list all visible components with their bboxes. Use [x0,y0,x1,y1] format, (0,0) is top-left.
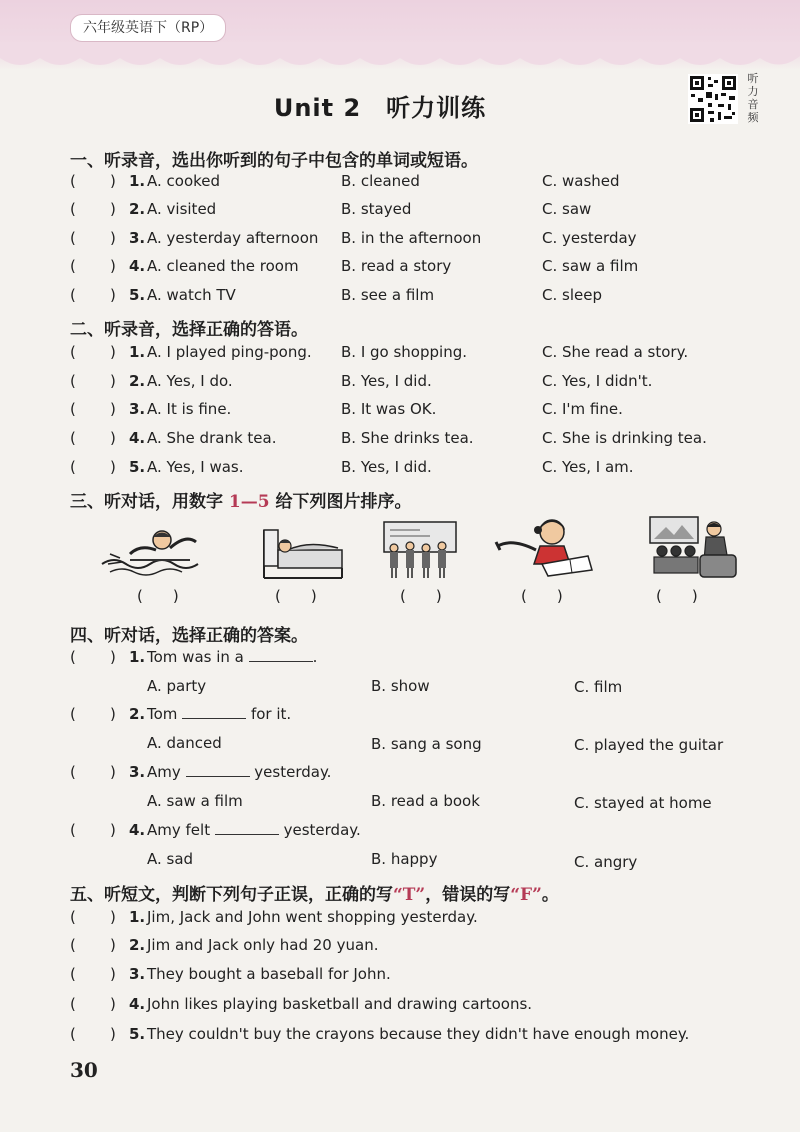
answer-paren-close: ) [110,458,116,476]
option-b: B. Yes, I did. [341,458,432,476]
option-a: A. sad [147,850,194,868]
question-number: 1. [129,908,146,926]
answer-paren-close: ) [110,257,116,275]
header-wave [0,42,800,82]
option-b: B. Yes, I did. [341,372,432,390]
answer-paren-open[interactable]: ( [70,229,76,247]
option-a: A. It is fine. [147,400,232,418]
stem-post: yesterday. [249,763,332,781]
question-stem [147,818,361,842]
mark-f: “F” [510,885,542,905]
option-b: B. stayed [341,200,412,218]
option-b: B. I go shopping. [341,343,467,361]
option-c: C. played the guitar [574,736,724,754]
option-c: C. stayed at home [574,794,712,812]
option-c: C. I'm fine. [542,400,623,418]
blank-line[interactable] [186,762,250,777]
option-c: C. She is drinking tea. [542,429,707,447]
cinema-picture [640,515,740,581]
answer-paren-close: ) [110,286,116,304]
question-number: 5. [129,286,146,304]
question-stem [147,645,317,669]
question-stem [147,702,291,726]
answer-paren-close: ) [110,821,116,839]
option-c: C. film [574,678,623,696]
answer-paren-open[interactable]: ( [70,429,76,447]
question-number: 2. [129,936,146,954]
answer-paren-close: ) [110,200,116,218]
option-a: A. cooked [147,172,221,190]
question-number: 4. [129,995,146,1013]
option-b: B. show [371,677,430,695]
option-c: C. angry [574,853,638,871]
statement-text: They couldn't buy the crayons because they didn't have enough money. [147,1025,690,1043]
option-b: B. happy [371,850,438,868]
option-a: A. watch TV [147,286,236,304]
option-a: A. yesterday afternoon [147,229,319,247]
question-number: 3. [129,763,146,781]
option-b: B. She drinks tea. [341,429,474,447]
option-c: C. Yes, I didn't. [542,372,653,390]
stem-post: . [312,648,318,666]
reading-picture [492,516,602,578]
section2-title: 二、听录音，选择正确的答语。 [70,320,308,340]
option-b: B. cleaned [341,172,420,190]
answer-paren-open[interactable]: ( [70,343,76,361]
section1-title: 一、听录音，选出你听到的句子中包含的单词或短语。 [70,151,478,171]
option-a: A. She drank tea. [147,429,277,447]
option-c: C. She read a story. [542,343,689,361]
answer-paren-open[interactable]: ( [70,1025,76,1043]
statement-text: John likes playing basketball and drawing cartoons. [147,995,533,1013]
stem-pre: Tom was in a [147,648,249,666]
option-b: B. It was OK. [341,400,437,418]
answer-paren-open[interactable]: ( [70,172,76,190]
answer-paren-close: ) [110,908,116,926]
option-c: C. yesterday [542,229,637,247]
picture-answer-1[interactable]: ( ) [137,587,179,605]
option-c: C. saw [542,200,592,218]
question-number: 1. [129,648,146,666]
question-number: 4. [129,257,146,275]
answer-paren-open[interactable]: ( [70,763,76,781]
mark-t: “T” [393,885,426,905]
answer-paren-close: ) [110,229,116,247]
statement-text: Jim and Jack only had 20 yuan. [147,936,379,954]
option-b: B. in the afternoon [341,229,482,247]
answer-paren-open[interactable]: ( [70,400,76,418]
answer-paren-open[interactable]: ( [70,821,76,839]
swimming-picture [100,520,210,580]
option-a: A. Yes, I was. [147,458,244,476]
stem-post: yesterday. [278,821,361,839]
answer-paren-open[interactable]: ( [70,995,76,1013]
stem-pre: Amy [147,763,186,781]
qr-code-icon[interactable] [688,74,738,124]
question-number: 2. [129,705,146,723]
picture-answer-3[interactable]: ( ) [400,587,442,605]
option-c: C. washed [542,172,620,190]
answer-paren-open[interactable]: ( [70,286,76,304]
answer-paren-open[interactable]: ( [70,936,76,954]
blank-line[interactable] [182,704,246,719]
answer-paren-close: ) [110,400,116,418]
question-stem [147,760,331,784]
option-c: C. Yes, I am. [542,458,634,476]
section3-title-pre: 三、听对话，用数字 [70,492,229,512]
option-c: C. sleep [542,286,602,304]
option-c: C. saw a film [542,257,639,275]
classroom-picture [380,518,460,582]
section3-title-post: 给下列图片排序。 [269,492,412,512]
question-number: 5. [129,458,146,476]
answer-paren-close: ) [110,705,116,723]
option-b: B. see a film [341,286,435,304]
answer-paren-close: ) [110,1025,116,1043]
option-b: B. read a book [371,792,480,810]
question-number: 1. [129,172,146,190]
picture-answer-4[interactable]: ( ) [521,587,563,605]
statement-text: Jim, Jack and John went shopping yesterday. [147,908,478,926]
grade-tag: 六年级英语下（RP） [70,14,226,42]
section5-title-pre: 五、听短文，判断下列句子正误，正确的写 [70,885,393,905]
answer-paren-open[interactable]: ( [70,648,76,666]
answer-paren-close: ) [110,763,116,781]
option-a: A. I played ping-pong. [147,343,312,361]
section3-title-range: 1—5 [228,492,270,512]
answer-paren-open[interactable]: ( [70,965,76,983]
answer-paren-open[interactable]: ( [70,908,76,926]
question-number: 3. [129,965,146,983]
question-number: 3. [129,229,146,247]
section5-title-post: 。 [541,885,559,905]
answer-paren-close: ) [110,965,116,983]
section3-title [70,487,412,512]
answer-paren-open[interactable]: ( [70,458,76,476]
answer-paren-close: ) [110,936,116,954]
answer-paren-close: ) [110,995,116,1013]
stem-post: for it. [246,705,292,723]
blank-line[interactable] [215,820,279,835]
answer-paren-close: ) [110,172,116,190]
answer-paren-open[interactable]: ( [70,257,76,275]
answer-paren-open[interactable]: ( [70,372,76,390]
page-title: Unit 2 听力训练 [273,94,487,122]
section5-title-mid: ，错误的写 [425,885,511,905]
answer-paren-open[interactable]: ( [70,705,76,723]
stem-pre: Tom [147,705,183,723]
stem-pre: Amy felt [147,821,215,839]
question-number: 4. [129,821,146,839]
option-a: A. Yes, I do. [147,372,233,390]
option-a: A. saw a film [147,792,243,810]
question-number: 2. [129,372,146,390]
option-a: A. visited [147,200,217,218]
picture-answer-5[interactable]: ( ) [656,587,698,605]
question-number: 2. [129,200,146,218]
option-b: B. read a story [341,257,452,275]
option-a: A. danced [147,734,222,752]
answer-paren-close: ) [110,372,116,390]
picture-answer-2[interactable]: ( ) [275,587,317,605]
answer-paren-close: ) [110,648,116,666]
question-number: 5. [129,1025,146,1043]
question-number: 1. [129,343,146,361]
statement-text: They bought a baseball for John. [147,965,391,983]
answer-paren-open[interactable]: ( [70,200,76,218]
option-a: A. cleaned the room [147,257,299,275]
answer-paren-close: ) [110,343,116,361]
option-b: B. sang a song [371,735,482,753]
section5-title [70,880,559,905]
qr-label: 听力音频 [747,72,759,124]
option-a: A. party [147,677,207,695]
answer-paren-close: ) [110,429,116,447]
sleeping-picture [258,520,348,582]
question-number: 4. [129,429,146,447]
page-number: 30 [70,1058,98,1082]
section4-title: 四、听对话，选择正确的答案。 [70,626,308,646]
blank-line[interactable] [249,647,313,662]
question-number: 3. [129,400,146,418]
